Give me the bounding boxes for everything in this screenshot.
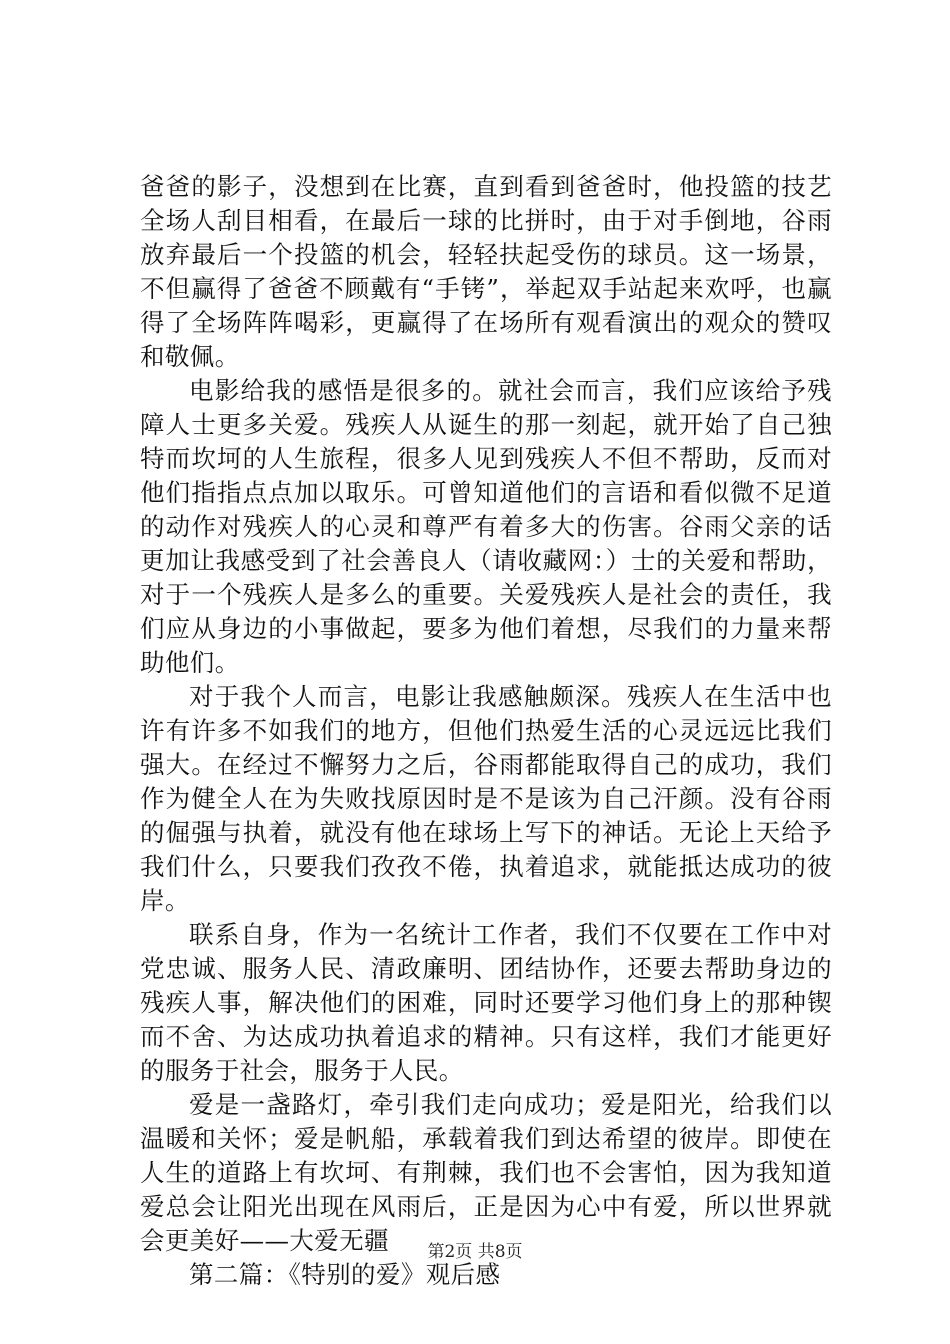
- paragraph-conclusion: 爱是一盏路灯，牵引我们走向成功；爱是阳光，给我们以温暖和关怀；爱是帆船，承载着我们到达希望的彼岸。即使在人生的道路上有坎坷、有荆棘，我们也不会害怕，因为我知道爱总会让阳光出现在风雨后，正是因为心中有爱，所以世界就会更美好——大爱无疆: [140, 1090, 832, 1255]
- paragraph-personal-reflection: 对于我个人而言，电影让我感触颇深。残疾人在生活中也许有许多不如我们的地方，但他们热爱生活的心灵远远比我们强大。在经过不懈努力之后，谷雨都能取得自己的成功，我们作为健全人在为失败找原因时是不是该为自己汗颜。没有谷雨的倔强与执着，就没有他在球场上写下的神话。无论上天给予我们什么，只要我们孜孜不倦，执着追求，就能抵达成功的彼岸。: [140, 682, 832, 915]
- document-body: [140, 170, 832, 1292]
- paragraph-work-reflection: 联系自身，作为一名统计工作者，我们不仅要在工作中对党忠诚、服务人民、清政廉明、团结协作，还要去帮助身边的残疾人事，解决他们的困难，同时还要学习他们身上的那种锲而不舍、为达成功执着追求的精神。只有这样，我们才能更好的服务于社会，服务于人民。: [140, 920, 832, 1085]
- paragraph-social-reflection: 电影给我的感悟是很多的。就社会而言，我们应该给予残障人士更多关爱。残疾人从诞生的那一刻起，就开始了自己独特而坎坷的人生旅程，很多人见到残疾人不但不帮助，反而对他们指指点点加以取乐。可曾知道他们的言语和看似微不足道的动作对残疾人的心灵和尊严有着多大的伤害。谷雨父亲的话更加让我感受到了社会善良人（请收藏网：）士的关爱和帮助，对于一个残疾人是多么的重要。关爱残疾人是社会的责任，我们应从身边的小事做起，要多为他们着想，尽我们的力量来帮助他们。: [140, 376, 832, 677]
- page-number-footer: 第2页 共8页: [427, 1242, 523, 1262]
- section-heading-part-two: 第二篇：《特别的爱》观后感: [189, 1260, 501, 1289]
- paragraph-continued: 爸爸的影子，没想到在比赛，直到看到爸爸时，他投篮的技艺全场人刮目相看，在最后一球的比拼时，由于对手倒地，谷雨放弃最后一个投篮的机会，轻轻扶起受伤的球员。这一场景，不但赢得了爸爸不顾戴有“手铐”，举起双手站起来欢呼，也赢得了全场阵阵喝彩，更赢得了在场所有观看演出的观众的赞叹和敬佩。: [140, 172, 832, 371]
